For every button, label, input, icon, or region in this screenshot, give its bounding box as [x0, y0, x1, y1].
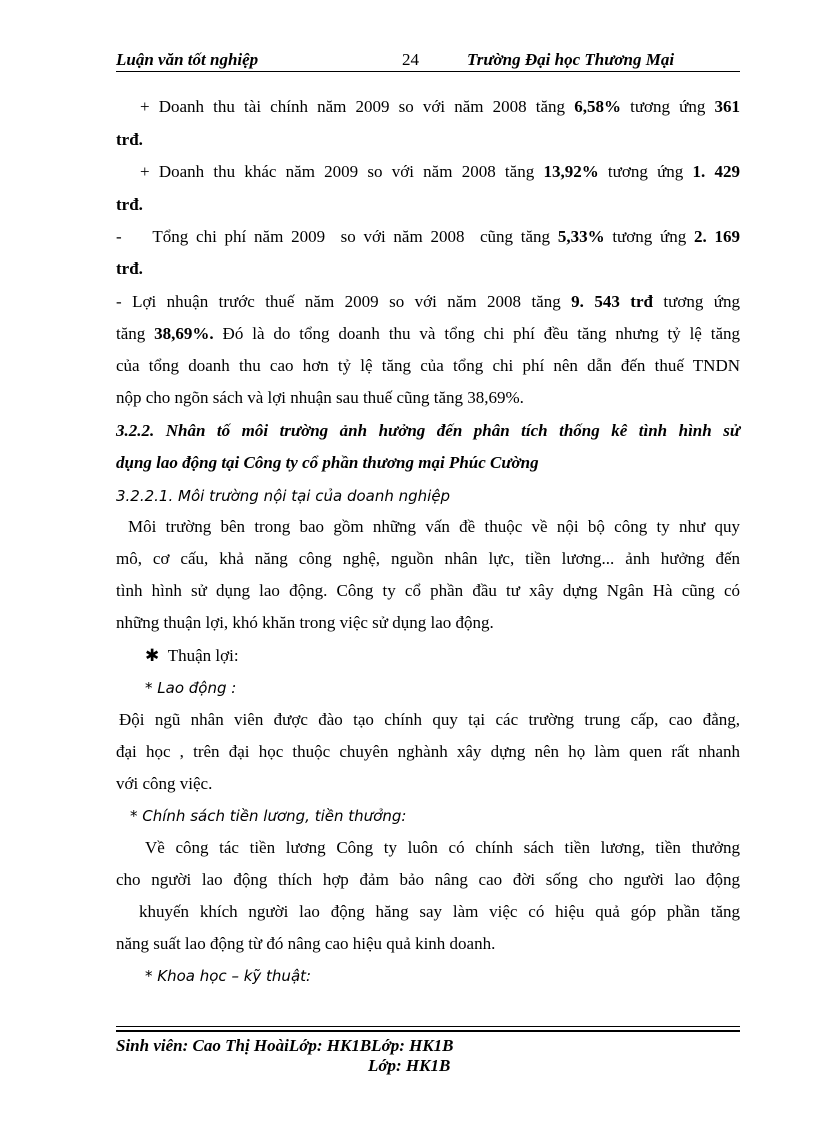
text-span: tương ứng — [598, 162, 693, 181]
bullet-label: Thuận lợi: — [167, 646, 239, 665]
subheading-lao-dong: * Lao động : — [145, 679, 237, 697]
paragraph-line: của tổng doanh thu cao hơn tỷ lệ tăng của tổng chi phí nên dẫn đến thuế TNDN — [116, 356, 740, 375]
paragraph-line: Về công tác tiền lương Công ty luôn có chính sách tiền lương, tiền thưởng — [145, 838, 740, 857]
paragraph-line — [116, 227, 740, 247]
paragraph-line: mô, cơ cấu, khả năng công nghệ, nguồn nhân lực, tiền lương... ảnh hưởng đến — [116, 549, 740, 568]
section-heading: dụng lao động tại Công ty cổ phần thương mại Phúc Cường — [116, 453, 539, 472]
paragraph-line: năng suất lao động từ đó nâng cao hiệu quả kinh doanh. — [116, 934, 496, 953]
bold-span: 13,92% — [543, 162, 599, 181]
bold-span: 9. 543 trđ — [571, 292, 653, 311]
paragraph-line: tình hình sử dụng lao động. Công ty cổ phần đầu tư xây dựng Ngân Hà cũng có — [116, 581, 740, 600]
header-page-number: 24 — [402, 50, 419, 69]
star-bullet-icon: ✱ — [145, 646, 160, 665]
bullet-item — [145, 646, 445, 666]
bold-span: 2. 169 — [693, 227, 740, 246]
text-span: - Lợi nhuận trước thuế năm 2009 so với năm 2008 tăng — [116, 292, 572, 311]
text-span: + Doanh thu tài chính năm 2009 so với năm 2008 tăng — [140, 97, 575, 116]
paragraph-line: trđ. — [116, 259, 143, 278]
footer-class: Lớp: HK1B — [368, 1056, 451, 1075]
text-span: tương ứng — [604, 227, 694, 246]
footer-student: Sinh viên: Cao Thị HoàiLớp: HK1BLớp: HK1B — [116, 1036, 454, 1055]
section-heading: 3.2.2. Nhân tố môi trường ảnh hưởng đến phân tích thống kê tình hình sử — [116, 421, 740, 440]
header-thesis-title: Luận văn tốt nghiệp — [116, 50, 259, 69]
paragraph-line: trđ. — [116, 195, 143, 214]
subsection-heading: 3.2.2.1. Môi trường nội tại của doanh nghiệp — [116, 487, 451, 505]
text-span: Đó là do tổng doanh thu và tổng chi phí đều tăng nhưng tỷ lệ tăng — [213, 324, 740, 343]
paragraph-line: với công việc. — [116, 774, 213, 793]
bold-span: 5,33% — [557, 227, 605, 246]
text-span: + Doanh thu khác năm 2009 so với năm 2008 tăng — [140, 162, 544, 181]
footer-rule — [116, 1026, 740, 1027]
paragraph-line: trđ. — [116, 130, 143, 149]
bold-span: 361 — [714, 97, 741, 116]
text-span: tương ứng — [652, 292, 741, 311]
text-span: tăng — [116, 324, 155, 343]
paragraph-line: khuyến khích người lao động hăng say làm việc có hiệu quả góp phần tăng — [139, 902, 740, 921]
header-rule — [116, 71, 740, 72]
paragraph-line: đại học , trên đại học thuộc chuyên nghành xây dựng nên họ làm quen rất nhanh — [116, 742, 740, 761]
paragraph-line: những thuận lợi, khó khăn trong việc sử dụng lao động. — [116, 613, 494, 632]
page-header — [116, 50, 740, 72]
paragraph-line — [116, 162, 740, 182]
paragraph-line: Đội ngũ nhân viên được đào tạo chính quy tại các trường trung cấp, cao đẳng, — [119, 710, 740, 729]
paragraph-line: nộp cho ngõn sách và lợi nhuận sau thuế cũng tăng 38,69%. — [116, 388, 524, 407]
paragraph-line: Môi trường bên trong bao gồm những vấn đề thuộc về nội bộ công ty như quy — [128, 517, 740, 536]
text-span: tương ứng — [620, 97, 715, 116]
bold-span: 38,69%. — [154, 324, 214, 343]
header-university: Trường Đại học Thương Mại — [467, 50, 675, 69]
paragraph-line — [116, 97, 740, 117]
subheading-chinh-sach: * Chính sách tiền lương, tiền thưởng: — [130, 807, 407, 825]
paragraph-line — [116, 292, 740, 312]
paragraph-line — [116, 324, 740, 344]
bold-span: 6,58% — [574, 97, 621, 116]
text-span: - Tổng chi phí năm 2009 so với năm 2008 cũng tăng — [116, 227, 558, 246]
bold-span: 1. 429 — [692, 162, 741, 181]
subheading-khoa-hoc: * Khoa học – kỹ thuật: — [145, 967, 312, 985]
footer-rule — [116, 1030, 740, 1032]
paragraph-line: cho người lao động thích hợp đảm bảo nâng cao đời sống cho người lao động — [116, 870, 740, 889]
